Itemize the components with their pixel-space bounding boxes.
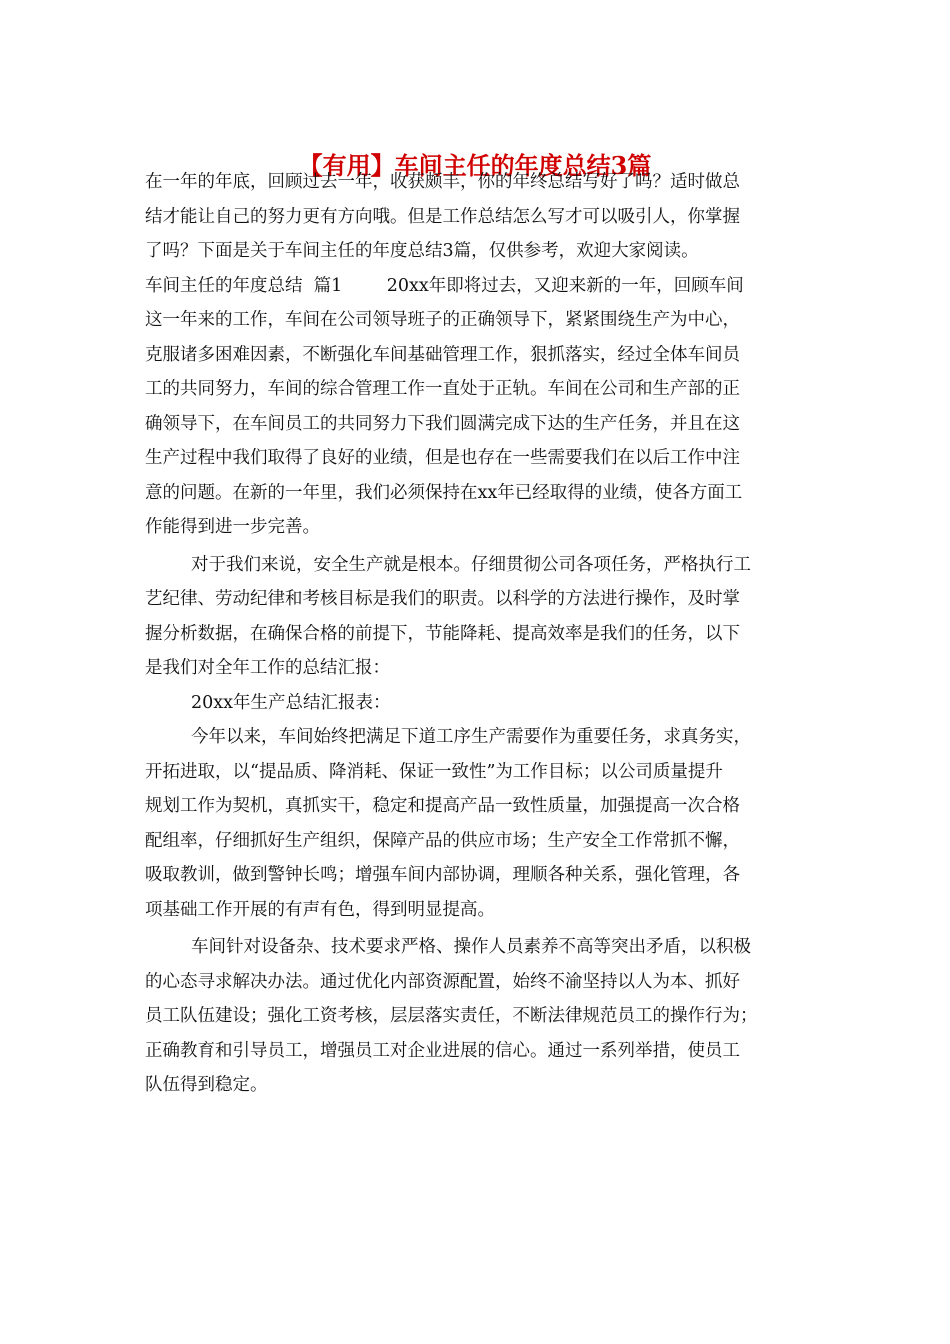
- text-line: 工的共同努力，车间的综合管理工作一直处于正轨。车间在公司和生产部的正: [145, 379, 740, 399]
- text-line: 了吗？下面是关于车间主任的年度总结3篇，仅供参考，欢迎大家阅读。: [145, 241, 699, 261]
- text-line: 结才能让自己的努力更有方向哦。但是工作总结怎么写才可以吸引人，你掌握: [145, 206, 740, 227]
- text-line: 克服诸多困难因素，不断强化车间基础管理工作，狠抓落实，经过全体车间员: [145, 344, 740, 365]
- text-line: 队伍得到稳定。: [145, 1075, 268, 1095]
- document-body: [145, 165, 805, 1103]
- text-line: 作能得到进一步完善。: [145, 517, 320, 537]
- text-line: 今年以来，车间始终把满足下道工序生产需要作为重要任务，求真务实，: [191, 727, 751, 747]
- text-line: 的心态寻求解决办法。通过优化内部资源配置，始终不渝坚持以人为本、抓好: [145, 971, 740, 992]
- text-line: 吸取教训，做到警钟长鸣；增强车间内部协调，理顺各种关系，强化管理，各: [145, 865, 740, 885]
- text-line: 意的问题。在新的一年里，我们必须保持在xx年已经取得的业绩，使各方面工: [145, 482, 743, 503]
- text-line: 车间主任的年度总结 篇1 20xx年即将过去，又迎来新的一年，回顾车间: [145, 275, 744, 296]
- text-line: 这一年来的工作，车间在公司领导班子的正确领导下，紧紧围绕生产为中心，: [145, 310, 740, 330]
- text-line: 是我们对全年工作的总结汇报：: [145, 658, 390, 678]
- text-line: 艺纪律、劳动纪律和考核目标是我们的职责。以科学的方法进行操作，及时掌: [145, 589, 740, 609]
- text-line: 确领导下，在车间员工的共同努力下我们圆满完成下达的生产任务，并且在这: [145, 413, 740, 434]
- text-line: 20xx年生产总结汇报表：: [191, 692, 391, 713]
- text-line: 在一年的年底，回顾过去一年，收获颇丰，你的年终总结写好了吗？适时做总: [145, 172, 740, 192]
- document-title: 【有用】车间主任的年度总结3篇: [298, 151, 652, 180]
- text-line: 生产过程中我们取得了良好的业绩，但是也存在一些需要我们在以后工作中注: [145, 448, 740, 468]
- text-line: 项基础工作开展的有声有色，得到明显提高。: [145, 899, 495, 920]
- text-line: 配组率，仔细抓好生产组织，保障产品的供应市场；生产安全工作常抓不懈，: [145, 830, 740, 851]
- text-line: 握分析数据，在确保合格的前提下，节能降耗、提高效率是我们的任务，以下: [145, 623, 740, 644]
- text-line: 对于我们来说，安全生产就是根本。仔细贯彻公司各项任务，严格执行工: [191, 554, 751, 575]
- text-line: 开拓进取，以“提品质、降消耗、保证一致性”为工作目标；以公司质量提升: [145, 761, 723, 782]
- text-line: 车间针对设备杂、技术要求严格、操作人员素养不高等突出矛盾，以积极: [191, 937, 751, 957]
- text-line: 规划工作为契机，真抓实干，稳定和提高产品一致性质量，加强提高一次合格: [145, 796, 740, 816]
- text-line: 正确教育和引导员工，增强员工对企业进展的信心。通过一系列举措，使员工: [145, 1040, 740, 1061]
- text-line: 员工队伍建设；强化工资考核，层层落实责任，不断法律规范员工的操作行为；: [145, 1006, 758, 1026]
